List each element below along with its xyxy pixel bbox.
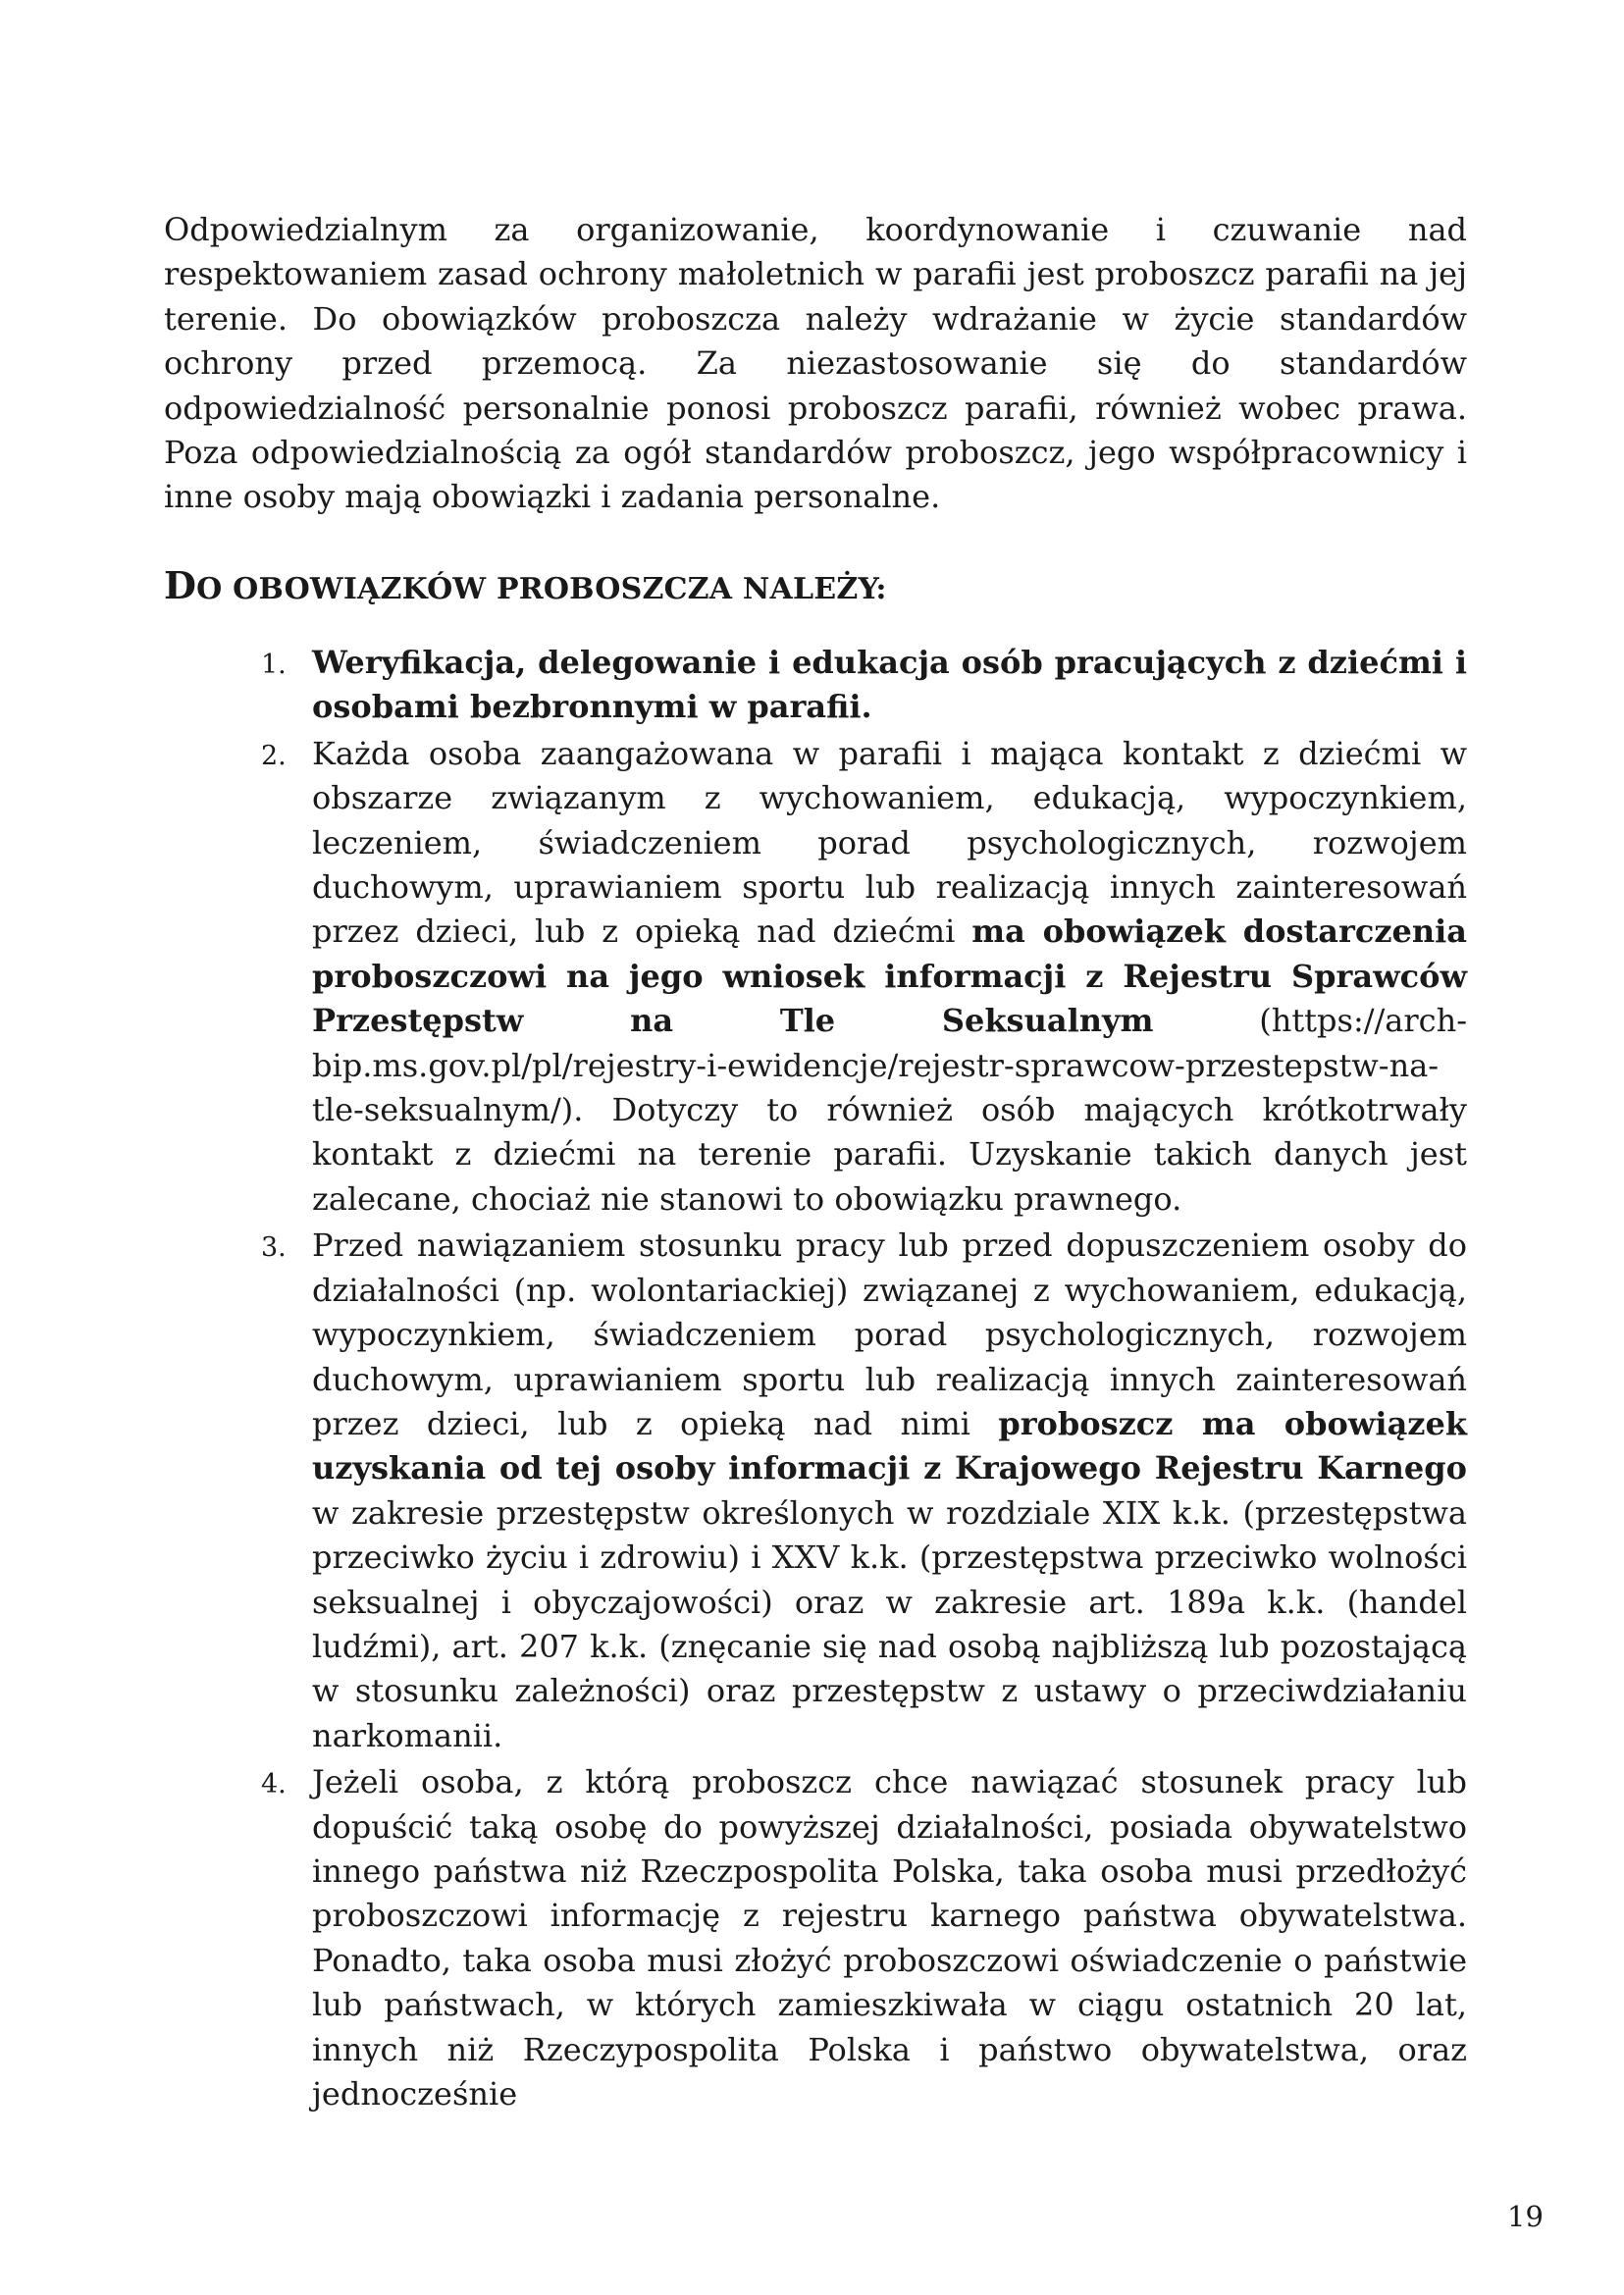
list-item (164, 641, 1467, 730)
section-heading (164, 561, 887, 614)
heading-first-letter: O (196, 572, 223, 606)
list-item (164, 732, 1467, 1222)
intro-paragraph: Odpowiedzialnym za organizowanie, koordynowanie i czuwanie nad respektowaniem zasad ochrony małoletnich w parafii jest proboszcz parafii na jej terenie. Do obowiązków proboszcza należy wdrażanie w życie standardów ochrony przed przemocą. Za niezastosowanie się do standardów odpowiedzialność personalnie ponosi proboszcz parafii, również wobec prawa. Poza odpowiedzialnością za ogół standardów proboszcz, jego współpracownicy i inne osoby mają obowiązki i zadania personalne. (164, 211, 1467, 516)
heading-initial: D (164, 563, 197, 607)
list-item (164, 1760, 1467, 2116)
list-item-number: 3. (261, 1232, 287, 1264)
list-item-text: Jeżeli osoba, z którą proboszcz chce nawiązać stosunek pracy lub dopuścić taką osobę do powyższej działalności, posiada obywatelstwo innego państwa niż Rzeczpospolita Polska, taka osoba musi przedłożyć proboszczowi informację z rejestru karnego państwa obywatelstwa. Ponadto, taka osoba musi złożyć proboszczowi oświadczenie o państwie lub państwach, w których zamieszkiwała w ciągu ostatnich 20 lat, innych niż Rzeczypospolita Polska i państwo obywatelstwa, oraz jednocześnie (312, 1763, 1467, 2112)
list-item-number: 4. (261, 1769, 287, 1800)
list-item-text: Przed nawiązaniem stosunku pracy lub przed dopuszczeniem osoby do działalności (np. wolontariackiej) związanej z wychowaniem, edukacją, wypoczynkiem, świadczeniem porad psychologicznych, rozwojem duchowym, uprawianiem sportu lub realizacją innych zainteresowań przez dzieci, lub z opieką nad nimi (312, 1226, 1467, 1442)
list-item-bold-text: Weryfikacja, delegowanie i edukacja osób pracujących z dziećmi i osobami bezbronnymi w parafii. (312, 644, 1467, 726)
list-item-number: 1. (261, 650, 287, 680)
list-item-bold-text: ma obowiązek dostarczenia proboszczowi na jego wniosek informacji z Rejestru Sprawców Przestępstw na Tle Seksualnym (312, 913, 1468, 1040)
list-item-number: 2. (261, 740, 287, 771)
heading-rest: OBOWIĄZKÓW PROBOSZCZA NALEŻY: (222, 572, 887, 606)
list-item (164, 1224, 1467, 1758)
list-item-bold-text: proboszcz ma obowiązek uzyskania od tej osoby informacji z Krajowego Rejestru Karnego (312, 1404, 1468, 1487)
list-item-text: Każda osoba zaangażowana w parafii i mająca kontakt z dziećmi w obszarze związanym z wychowaniem, edukacją, wypoczynkiem, leczeniem, świadczeniem porad psychologicznych, rozwojem duchowym, uprawianiem sportu lub realizacją innych zainteresowań przez dzieci, lub z opieką nad dziećmi (312, 734, 1467, 951)
page-number: 19 (1507, 2200, 1544, 2233)
list-item-text-continued: w zakresie przestępstw określonych w rozdziale XIX k.k. (przestępstwa przeciwko życiu i zdrowiu) i XXV k.k. (przestępstwa przeciwko wolności seksualnej i obyczajowości) oraz w zakresie art. 189a k.k. (handel ludźmi), art. 207 k.k. (znęcanie się nad osobą najbliższą lub pozostającą w stosunku zależności) oraz przestępstw z ustawy o przeciwdziałaniu narkomanii. (312, 1493, 1467, 1754)
duties-list (164, 641, 1467, 2118)
list-item-text-continued: (https://arch-bip.ms.gov.pl/pl/rejestry-i-ewidencje/rejestr-sprawcow-przestepstw-na-tle-seksualnym/). Dotyczy to również osób mających krótkotrwały kontakt z dziećmi na terenie parafii. Uzyskanie takich danych jest zalecane, chociaż nie stanowi to obowiązku prawnego. (312, 1002, 1467, 1218)
